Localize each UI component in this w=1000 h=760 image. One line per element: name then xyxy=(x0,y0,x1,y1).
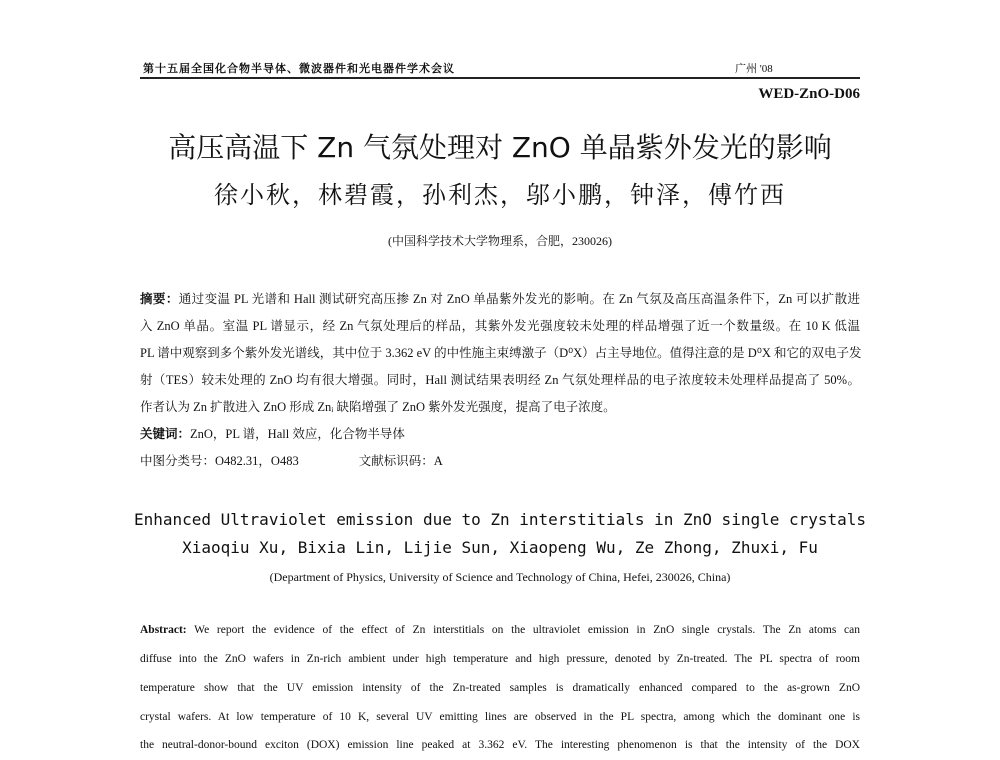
classification xyxy=(140,451,860,469)
paper-code: WED-ZnO-D06 xyxy=(758,86,860,102)
authors: 徐小秋，林碧霞，孙利杰，邬小鹏，钟泽，傅竹西 xyxy=(214,183,786,209)
english-affiliation: (Department of Physics, University of Science and Technology of China, Hefei, 230026, China) xyxy=(269,570,731,584)
classification-label: 中图分类号： xyxy=(140,454,216,468)
affiliation: (中国科学技术大学物理系，合肥，230026) xyxy=(388,234,612,248)
header-rule xyxy=(140,77,860,79)
abstract-en-line: temperature show that the UV emission intensity of the Zn-treated samples is dramatically enhanced compared to the as-grown ZnO xyxy=(140,682,860,694)
abstract-cn-line: 射（TES）较未处理的 ZnO 均有很大增强。同时，Hall 测试结果表明经 Zn 气氛处理样品的电子浓度较未处理样品提高了 50%。 xyxy=(140,373,860,387)
abstract-en-text: We report the evidence of the effect of Zn interstitials on the ultraviolet emission in ZnO single crystals. The Zn atoms can xyxy=(194,624,861,636)
abstract-en-line: the neutral-donor-bound exciton (DOX) emission line peaked at 3.362 eV. The interesting phenomenon is that the intensity of the DOX xyxy=(140,739,860,751)
abstract-en-line: crystal wafers. At low temperature of 10 K, several UV emitting lines are observed in the PL spectra, among which the dominant one is xyxy=(140,711,860,723)
abstract-cn-line: PL 谱中观察到多个紫外发光谱线，其中位于 3.362 eV 的中性施主束缚激子（D⁰X）占主导地位。值得注意的是 D⁰X 和它的双电子发 xyxy=(140,346,862,360)
keywords-label: 关键词： xyxy=(140,427,191,441)
classification-value: O482.31，O483 xyxy=(215,454,299,468)
keywords xyxy=(140,424,860,442)
doc-code-value: A xyxy=(433,454,443,468)
doc-code-label: 文献标识码： xyxy=(358,454,434,468)
conference-header: 第十五届全国化合物半导体、微波器件和光电器件学术会议 xyxy=(143,63,455,75)
english-title: Enhanced Ultraviolet emission due to Zn interstitials in ZnO single crystals xyxy=(133,510,867,529)
abstract-cn-line: 作者认为 Zn 扩散进入 ZnO 形成 Znᵢ 缺陷增强了 ZnO 紫外发光强度，提高了电子浓度。 xyxy=(140,400,616,414)
abstract-cn-line xyxy=(140,289,860,307)
conference-place: 广州 '08 xyxy=(735,63,773,75)
abstract-cn-line: 入 ZnO 单晶。室温 PL 谱显示，经 Zn 气氛处理后的样品，其紫外发光强度较未处理的样品增强了近一个数量级。在 10 K 低温 xyxy=(140,319,860,333)
abstract-cn-label: 摘要： xyxy=(140,292,179,306)
abstract-en-label: Abstract: xyxy=(140,624,187,636)
paper-title: 高压高温下 Zn 气氛处理对 ZnO 单晶紫外发光的影响 xyxy=(168,131,832,164)
abstract-en-line xyxy=(140,624,860,636)
english-authors: Xiaoqiu Xu, Bixia Lin, Lijie Sun, Xiaopeng Wu, Ze Zhong, Zhuxi, Fu xyxy=(182,538,818,557)
abstract-en-line: diffuse into the ZnO wafers in Zn-rich ambient under high temperature and high pressure, denoted by Zn-treated. The PL spectra of room xyxy=(140,653,860,665)
keywords-value: ZnO，PL 谱，Hall 效应，化合物半导体 xyxy=(190,427,405,441)
abstract-cn-text: 通过变温 PL 光谱和 Hall 测试研究高压掺 Zn 对 ZnO 单晶紫外发光的影响。在 Zn 气氛及高压高温条件下，Zn 可以扩散进 xyxy=(178,292,860,306)
